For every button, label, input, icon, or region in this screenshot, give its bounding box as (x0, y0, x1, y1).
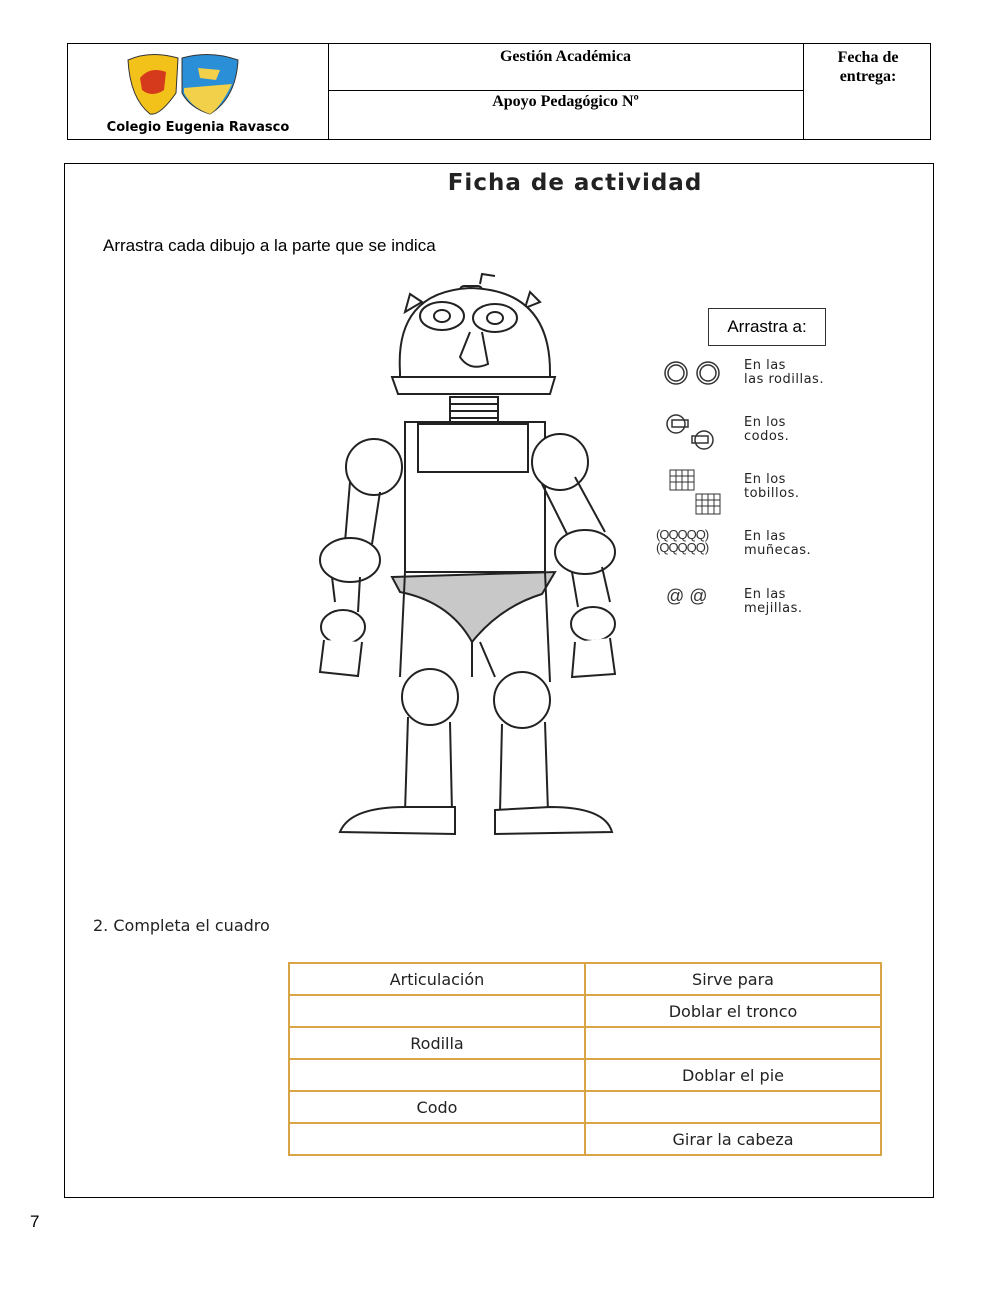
table-cell[interactable]: Codo (289, 1091, 585, 1123)
due-date-label: Fecha de entrega: (837, 49, 899, 85)
activity-title: Ficha de actividad (447, 170, 703, 196)
springs-icon: (QQQQQ) (QQQQQ) (656, 527, 709, 555)
header-cell: Articulación (289, 963, 585, 995)
legend-item[interactable]: (QQQQQ) (QQQQQ) En las muñecas. (656, 527, 812, 558)
table-row (289, 1123, 881, 1155)
legend-item[interactable]: En las las rodillas. (656, 358, 856, 398)
table-cell[interactable] (289, 995, 585, 1027)
table-header-row (289, 963, 881, 995)
spirals-icon: @ @ (666, 586, 708, 606)
table-row (289, 995, 881, 1027)
table-cell[interactable] (289, 1059, 585, 1091)
drag-to-label: Arrastra a: (708, 308, 826, 346)
support-title: Apoyo Pedagógico Nº (492, 93, 639, 110)
table-cell[interactable] (585, 1027, 881, 1059)
table-row (289, 1091, 881, 1123)
legend-item[interactable]: @ @ En las mejillas. (666, 586, 803, 616)
legend-item[interactable]: En los tobillos. (656, 468, 856, 516)
table-cell[interactable]: Doblar el pie (585, 1059, 881, 1091)
buttons-icon (656, 358, 726, 388)
area-title: Gestión Académica (499, 48, 632, 65)
bolts-icon (656, 414, 726, 450)
robot-drawing (310, 272, 630, 847)
table-cell[interactable]: Girar la cabeza (585, 1123, 881, 1155)
joints-table (288, 962, 882, 1156)
section2-title: 2. Completa el cuadro (93, 916, 270, 935)
header-table (67, 43, 931, 140)
instruction: Arrastra cada dibujo a la parte que se indica (103, 236, 436, 255)
legend-item[interactable]: En los codos. (656, 414, 856, 454)
table-cell[interactable]: Rodilla (289, 1027, 585, 1059)
table-cell[interactable] (289, 1123, 585, 1155)
grid-icon (656, 468, 726, 516)
header-cell: Sirve para (585, 963, 881, 995)
school-name: Colegio Eugenia Ravasco (106, 120, 290, 135)
page-number: 7 (30, 1212, 40, 1231)
school-logo (120, 48, 245, 118)
table-cell[interactable]: Doblar el tronco (585, 995, 881, 1027)
table-cell[interactable] (585, 1091, 881, 1123)
table-row (289, 1027, 881, 1059)
table-row (289, 1059, 881, 1091)
